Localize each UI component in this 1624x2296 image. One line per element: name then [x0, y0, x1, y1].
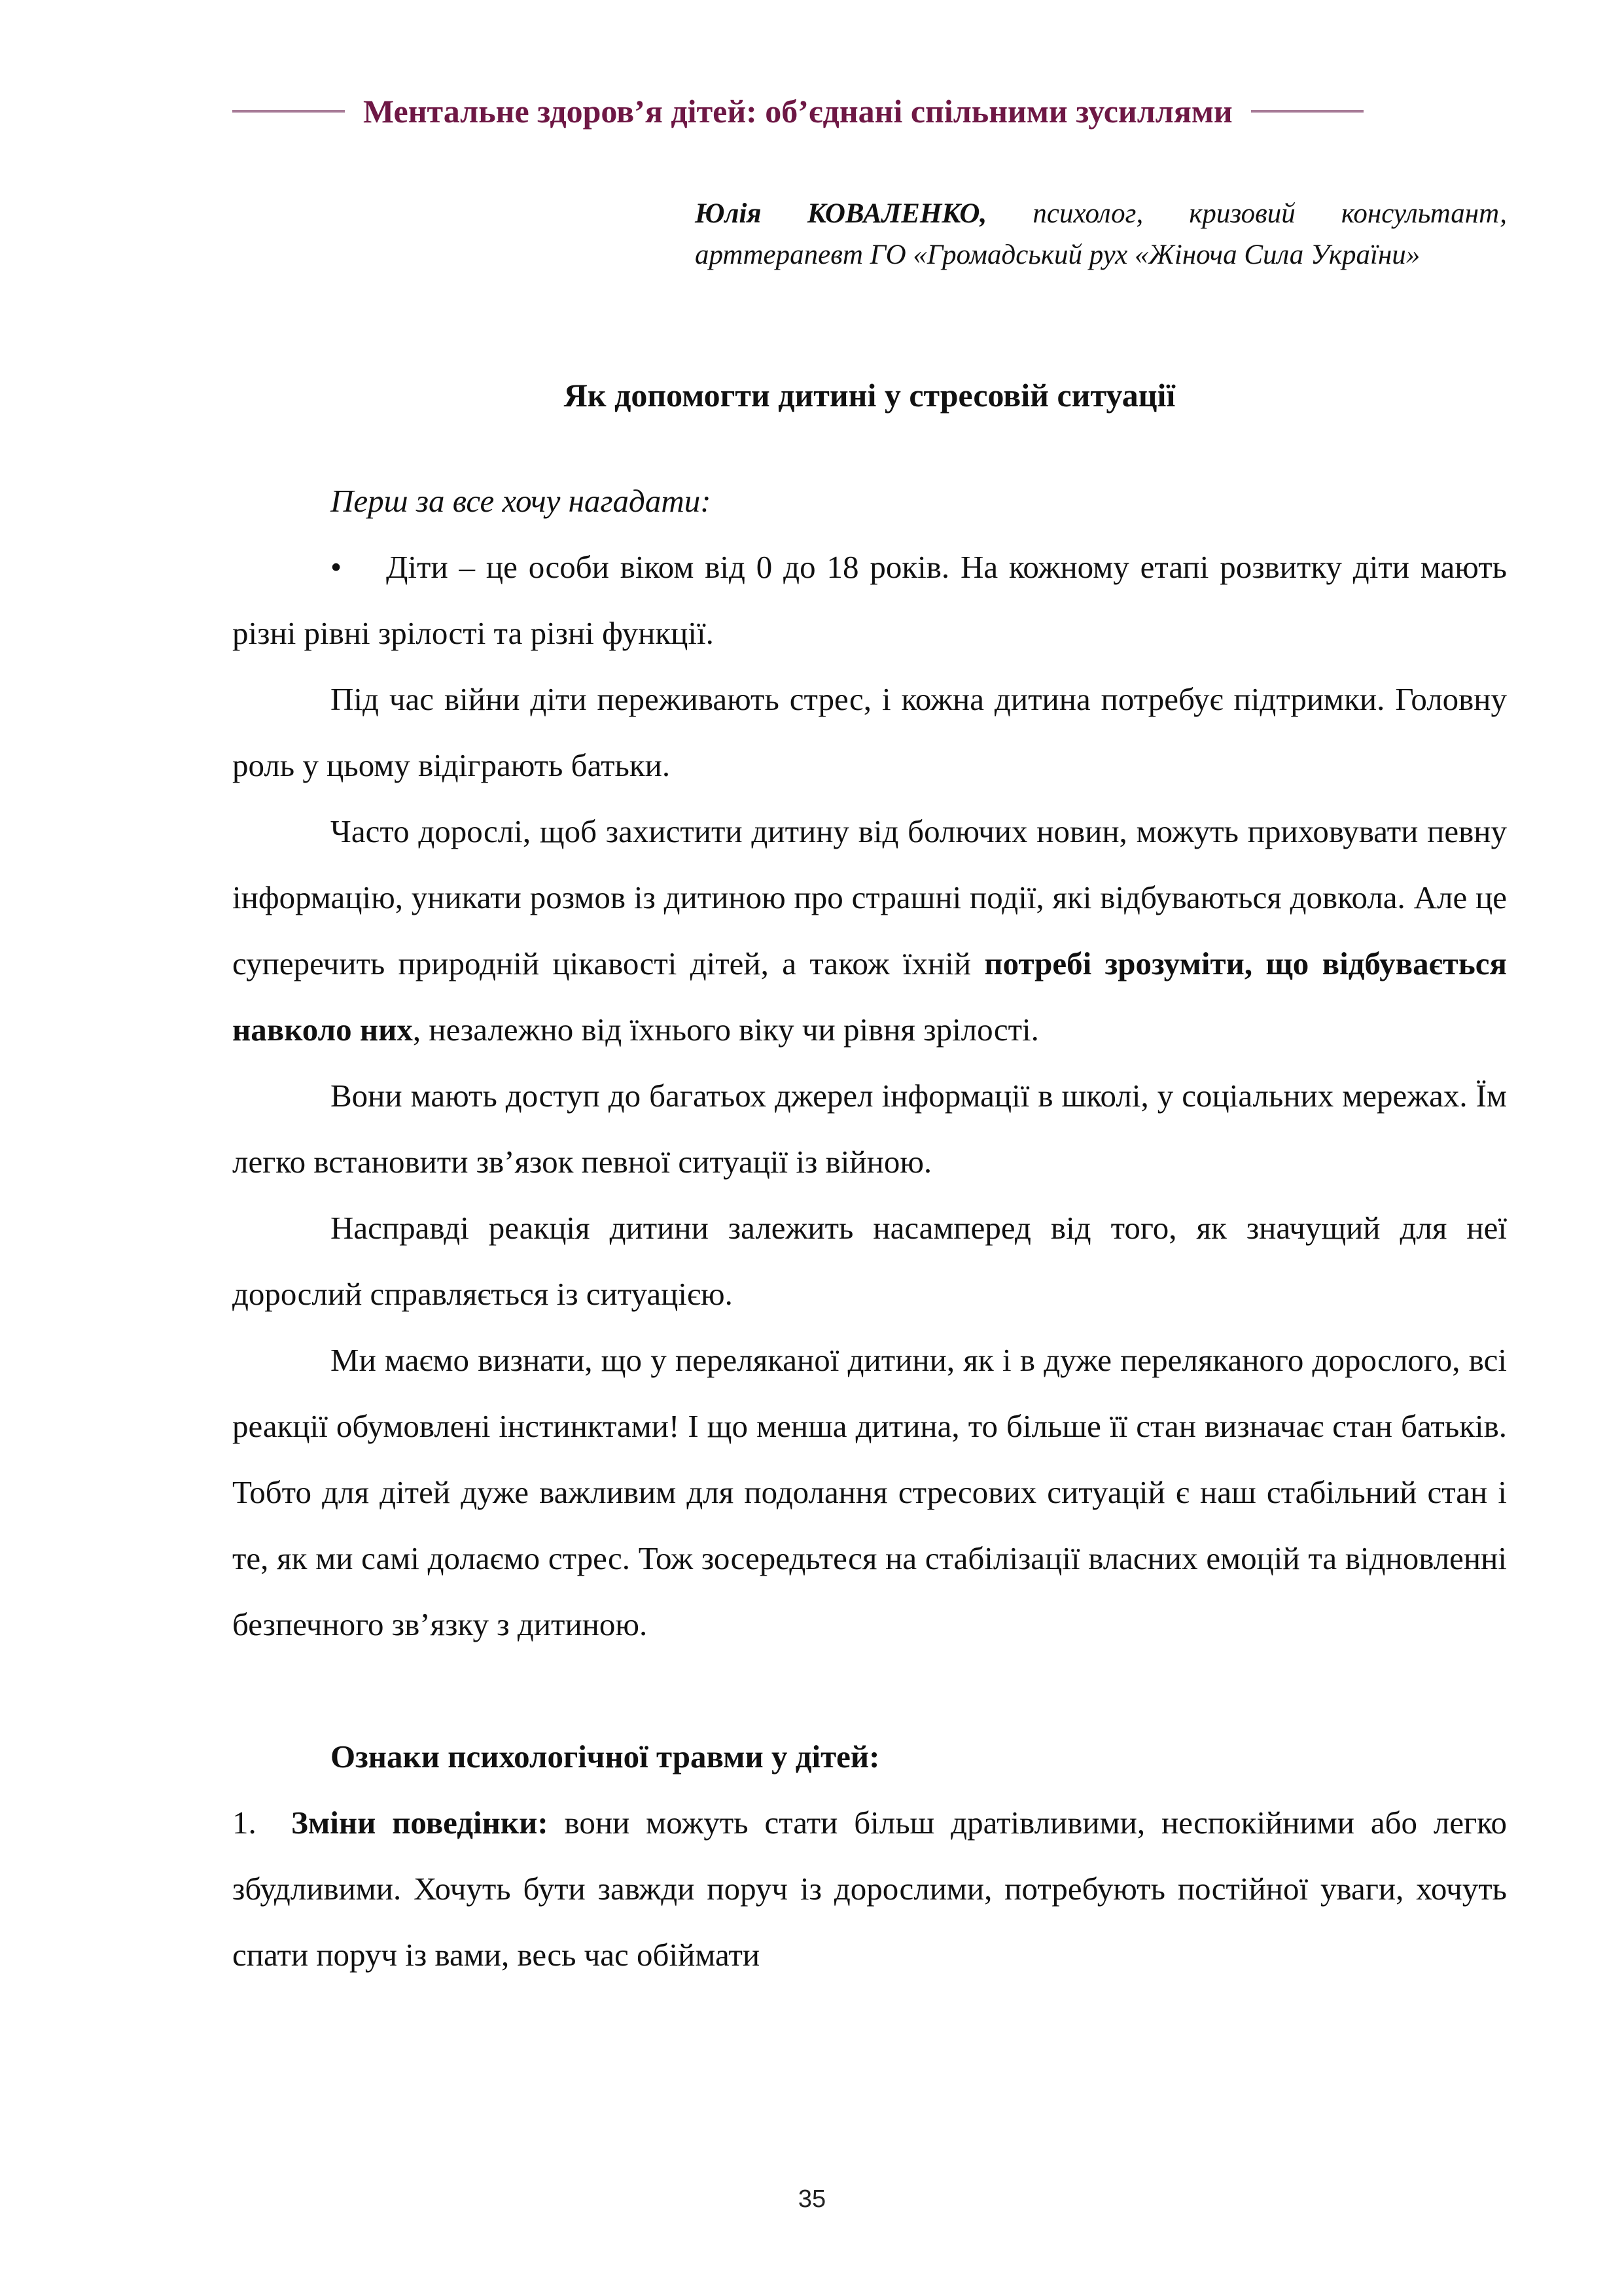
- paragraph-3: Вони мають доступ до багатьох джерел інформації в школі, у соціальних мережах. Їм легко встановити зв’язок певної ситуації із війною.: [232, 1078, 1507, 1180]
- list-item-text: вони можуть стати більш дратівливими, неспокійними або легко збудливими. Хочуть бути завжди поруч із дорослими, потребують постійної уваги, хочуть спати поруч із вами, весь час обіймати: [232, 1805, 1507, 1973]
- bullet-paragraph: [232, 534, 1507, 666]
- paragraph-5: Ми маємо визнати, що у переляканої дитини, як і в дуже переляканого дорослого, всі реакції обумовлені інстинктами! І що менша дитина, то більше її стан визначає стан батьків. Тобто для дітей дуже важливим для подолання стресових ситуацій є наш стабільний стан і те, як ми самі долаємо стрес. Тож зосередьтеся на стабілізації власних емоцій та відновленні безпечного зв’язку з дитиною.: [232, 1342, 1507, 1642]
- author-role: психолог, кризовий консультант, арттерапевт ГО «Громадський рух «Жіноча Сила України»: [695, 198, 1508, 270]
- author-block: [695, 193, 1507, 275]
- header-title: Ментальне здоров’я дітей: об’єднані спільними зусиллями: [363, 93, 1233, 130]
- bullet-text: Діти – це особи віком від 0 до 18 років. На кожному етапі розвитку діти мають різні рівні зрілості та різні функції.: [232, 549, 1507, 651]
- article-body: [232, 468, 1507, 1988]
- page-number: 35: [798, 2185, 826, 2213]
- paragraph-2-end: , незалежно від їхнього віку чи рівня зрілості.: [412, 1012, 1039, 1048]
- paragraph-2-emphasis: потребі зрозуміти, що відбувається навколо них: [232, 945, 1507, 1048]
- header-rule-right: [1251, 110, 1364, 113]
- intro-line: Перш за все хочу нагадати:: [330, 483, 711, 519]
- paragraph-4: Насправді реакція дитини залежить насамперед від того, як значущий для неї дорослий справляється із ситуацією.: [232, 1210, 1507, 1312]
- subsection-title: Ознаки психологічної травми у дітей:: [330, 1739, 880, 1775]
- running-header: [232, 85, 1507, 137]
- paragraph-1: Під час війни діти переживають стрес, і кожна дитина потребує підтримки. Головну роль у цьому відіграють батьки.: [232, 681, 1507, 783]
- list-item: [232, 1790, 1507, 1988]
- author-name: Юлія КОВАЛЕНКО,: [695, 198, 987, 229]
- paragraph-2: [232, 798, 1507, 1063]
- list-item-paragraph: [232, 1790, 1507, 1988]
- bullet-marker: •: [330, 549, 342, 585]
- list-item-number: 1.: [232, 1805, 256, 1841]
- section-title: Як допомогти дитині у стресовій ситуації: [563, 377, 1176, 414]
- header-rule-left: [232, 110, 345, 113]
- paragraph-spacer: [232, 1657, 1507, 1723]
- paragraph-2-start: Часто дорослі, щоб захистити дитину від болючих новин, можуть приховувати певну інформацію, уникати розмов із дитиною про страшні події, які відбуваються довкола. Але це суперечить природній цікавості дітей, а також їхній: [232, 813, 1507, 981]
- list-item-heading: Зміни поведінки:: [291, 1805, 548, 1841]
